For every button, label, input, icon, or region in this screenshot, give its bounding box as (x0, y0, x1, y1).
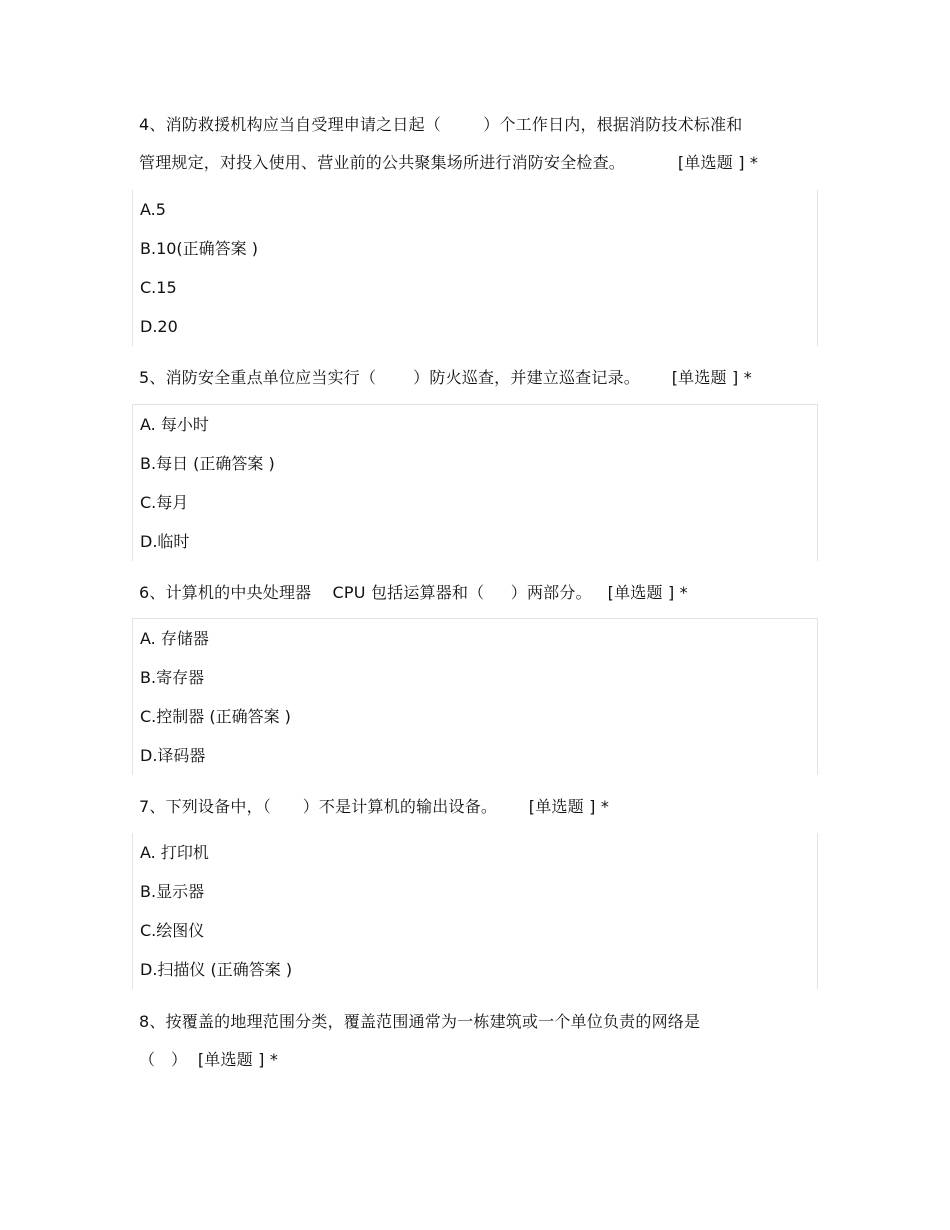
option-d[interactable]: D.临时 (140, 532, 190, 551)
option-c[interactable]: C.15 (140, 278, 177, 297)
option-b[interactable]: B.10(正确答案 ) (140, 239, 258, 258)
question-4-options (132, 190, 818, 346)
question-5-options (132, 404, 818, 561)
option-d[interactable]: D.20 (140, 317, 178, 336)
option-c[interactable]: C.每月 (140, 493, 189, 512)
option-d[interactable]: D.扫描仪 (正确答案 ) (140, 960, 293, 979)
question-5-line-1: 5、消防安全重点单位应当实行（ ）防火巡查，并建立巡查记录。 [单选题 ] * (139, 368, 752, 387)
question-6-options (132, 618, 818, 775)
question-7-line-1: 7、下列设备中，（ ）不是计算机的输出设备。 [单选题 ] * (139, 797, 610, 816)
option-b[interactable]: B.显示器 (140, 882, 205, 901)
option-c[interactable]: C.绘图仪 (140, 921, 205, 940)
option-a[interactable]: A. 打印机 (140, 843, 209, 862)
option-d[interactable]: D.译码器 (140, 746, 206, 765)
question-6-line-1: 6、计算机的中央处理器 CPU 包括运算器和（ ）两部分。 [单选题 ] * (139, 583, 688, 602)
option-b[interactable]: B.寄存器 (140, 668, 205, 687)
question-5 (139, 359, 819, 397)
option-b[interactable]: B.每日 (正确答案 ) (140, 454, 275, 473)
question-8-line-1: 8、按覆盖的地理范围分类，覆盖范围通常为一栋建筑或一个单位负责的网络是 (139, 1012, 701, 1031)
question-8-line-2: （ ） [单选题 ] * (139, 1050, 279, 1069)
question-8 (139, 1003, 819, 1079)
question-7-options (132, 833, 818, 989)
option-a[interactable]: A. 存储器 (140, 629, 209, 648)
question-4 (139, 106, 819, 182)
question-4-line-1: 4、消防救援机构应当自受理申请之日起（ ）个工作日内，根据消防技术标准和 (139, 115, 743, 134)
option-c[interactable]: C.控制器 (正确答案 ) (140, 707, 291, 726)
question-7 (139, 788, 819, 826)
option-a[interactable]: A.5 (140, 200, 166, 219)
question-6 (139, 574, 819, 612)
question-4-line-2: 管理规定，对投入使用、营业前的公共聚集场所进行消防安全检查。 [单选题 ] * (139, 153, 759, 172)
option-a[interactable]: A. 每小时 (140, 415, 209, 434)
